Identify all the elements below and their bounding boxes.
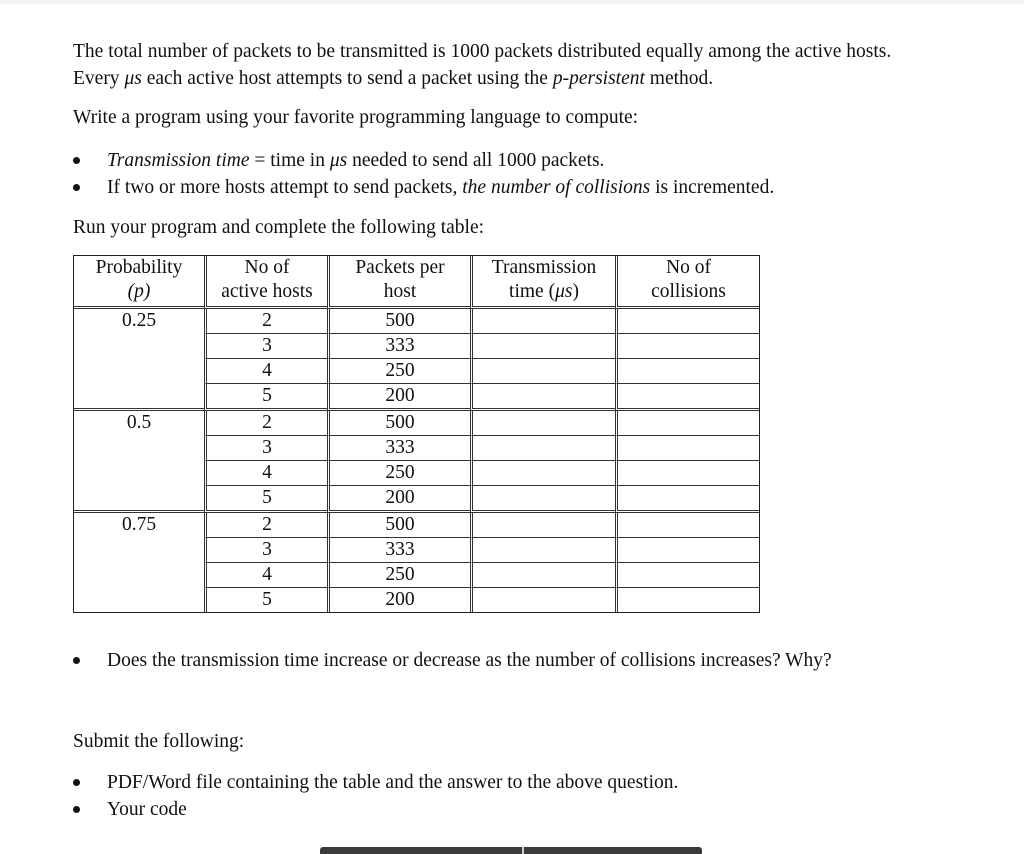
header-nc-line2: collisions — [651, 281, 726, 302]
cell-active-hosts: 2 — [204, 411, 327, 436]
top-border — [0, 0, 1024, 4]
cell-collisions[interactable] — [615, 384, 759, 411]
submit-item: Your code — [107, 799, 187, 820]
table-header-row — [74, 256, 759, 309]
cell-collisions[interactable] — [615, 513, 759, 538]
table-row — [74, 513, 759, 538]
header-transmission-time — [470, 256, 615, 309]
header-ppk-line2: host — [383, 281, 417, 302]
bullet-icon — [73, 806, 80, 813]
term-number-of-collisions: the number of collisions — [462, 177, 651, 198]
cell-packets-per-host: 200 — [327, 384, 470, 411]
cell-packets-per-host: 500 — [327, 411, 470, 436]
header-probability-line2: (p) — [127, 281, 151, 302]
cell-collisions[interactable] — [615, 411, 759, 436]
compute-item-2 — [107, 174, 774, 201]
header-hosts-line2: active hosts — [221, 281, 313, 302]
header-probability — [74, 256, 204, 309]
cell-collisions[interactable] — [615, 334, 759, 359]
cell-active-hosts: 5 — [204, 588, 327, 612]
header-packets-per-host — [327, 256, 470, 309]
cell-packets-per-host: 333 — [327, 436, 470, 461]
cell-transmission-time[interactable] — [470, 309, 615, 334]
intro-paragraph — [73, 38, 891, 92]
results-table — [73, 255, 760, 613]
header-tt-post: ) — [572, 281, 579, 302]
cell-collisions[interactable] — [615, 436, 759, 461]
cell-transmission-time[interactable] — [470, 486, 615, 513]
compute-item-2-post: is incremented. — [650, 177, 775, 198]
question-text: Does the transmission time increase or decrease as the number of collisions increases? Why? — [107, 650, 832, 671]
bullet-icon — [73, 657, 80, 664]
cell-probability: 0.75 — [121, 514, 157, 535]
compute-item-1-pre: = time in — [249, 150, 330, 171]
cell-active-hosts: 4 — [204, 461, 327, 486]
cell-collisions[interactable] — [615, 588, 759, 612]
cell-transmission-time[interactable] — [470, 461, 615, 486]
header-tt-line2 — [473, 280, 615, 304]
intro-line-2-pre: Every — [73, 68, 125, 89]
cell-probability: 0.25 — [74, 309, 204, 411]
compute-item-2-pre: If two or more hosts attempt to send packets, — [107, 177, 463, 198]
bullet-icon — [73, 157, 80, 164]
cell-collisions[interactable] — [615, 461, 759, 486]
compute-item-1-post: needed to send all 1000 packets. — [347, 150, 605, 171]
submit-heading: Submit the following: — [73, 731, 245, 752]
cell-collisions[interactable] — [615, 359, 759, 384]
run-instruction: Run your program and complete the following table: — [73, 217, 485, 238]
header-tt-unit: μs — [555, 281, 573, 302]
cell-packets-per-host: 500 — [327, 309, 470, 334]
header-tt-pre: time ( — [509, 281, 556, 302]
cell-probability: 0.5 — [74, 411, 204, 513]
header-tt-line1: Transmission — [491, 257, 597, 278]
cell-transmission-time[interactable] — [470, 411, 615, 436]
cell-packets-per-host: 333 — [327, 538, 470, 563]
cell-transmission-time[interactable] — [470, 538, 615, 563]
cell-active-hosts: 3 — [204, 436, 327, 461]
question-list — [73, 647, 973, 674]
cell-active-hosts: 5 — [204, 486, 327, 513]
cell-transmission-time[interactable] — [470, 588, 615, 612]
cell-transmission-time[interactable] — [470, 334, 615, 359]
cell-transmission-time[interactable] — [470, 436, 615, 461]
compute-item-1-unit: μs — [329, 150, 348, 171]
cell-active-hosts: 4 — [204, 563, 327, 588]
compute-item-1 — [107, 147, 604, 174]
cell-packets-per-host: 500 — [327, 513, 470, 538]
cell-transmission-time[interactable] — [470, 384, 615, 411]
cell-active-hosts: 2 — [204, 309, 327, 334]
submit-list — [73, 769, 973, 823]
intro-unit: μs — [124, 68, 142, 89]
cell-packets-per-host: 200 — [327, 588, 470, 612]
intro-line-2-mid: each active host attempts to send a packet using the — [141, 68, 553, 89]
table-row — [74, 309, 759, 334]
cell-active-hosts: 5 — [204, 384, 327, 411]
horizontal-scrollbar[interactable] — [320, 847, 702, 854]
list-item — [73, 796, 973, 823]
cell-packets-per-host: 200 — [327, 486, 470, 513]
cell-packets-per-host: 333 — [327, 334, 470, 359]
cell-active-hosts: 3 — [204, 538, 327, 563]
instruction-text: Write a program using your favorite programming language to compute: — [73, 107, 639, 128]
scrollbar-divider — [522, 847, 524, 854]
cell-collisions[interactable] — [615, 563, 759, 588]
intro-line-1: The total number of packets to be transmitted is 1000 packets distributed equally among the active hosts. — [73, 41, 892, 62]
submit-item: PDF/Word file containing the table and the answer to the above question. — [107, 772, 679, 793]
header-nc-line1: No of — [666, 257, 711, 278]
intro-method: p-persistent — [552, 68, 645, 89]
bullet-icon — [73, 184, 80, 191]
cell-transmission-time[interactable] — [470, 359, 615, 384]
list-item — [73, 647, 973, 674]
cell-collisions[interactable] — [615, 486, 759, 513]
cell-packets-per-host: 250 — [327, 461, 470, 486]
header-probability-line1: Probability — [95, 257, 183, 278]
header-ppk-line1: Packets per — [355, 257, 445, 278]
intro-line-2-post: method. — [644, 68, 714, 89]
header-active-hosts — [204, 256, 327, 309]
header-hosts-line1: No of — [244, 257, 290, 278]
list-item — [73, 769, 973, 796]
cell-active-hosts: 2 — [204, 513, 327, 538]
table-body — [74, 309, 759, 612]
term-transmission-time: Transmission time — [107, 150, 250, 171]
cell-packets-per-host: 250 — [327, 563, 470, 588]
table-row — [74, 411, 759, 436]
header-collisions — [615, 256, 759, 309]
cell-collisions[interactable] — [615, 309, 759, 334]
cell-collisions[interactable] — [615, 538, 759, 563]
cell-packets-per-host: 250 — [327, 359, 470, 384]
cell-active-hosts: 3 — [204, 334, 327, 359]
cell-transmission-time[interactable] — [470, 563, 615, 588]
cell-active-hosts: 4 — [204, 359, 327, 384]
cell-transmission-time[interactable] — [470, 513, 615, 538]
bullet-icon — [73, 779, 80, 786]
intro-line-2 — [73, 65, 891, 92]
